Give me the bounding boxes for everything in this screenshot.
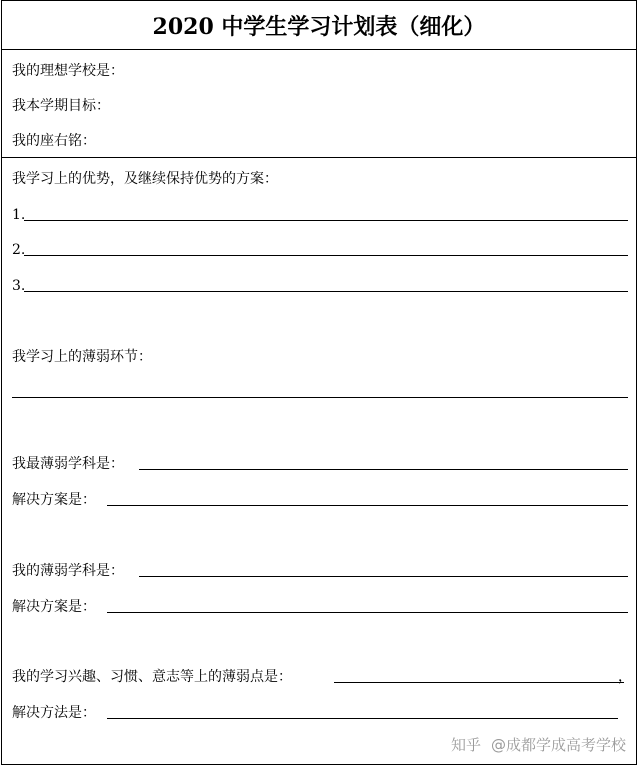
advantage-item-2-blank[interactable] <box>24 255 628 256</box>
weakest-subject-label: 我最薄弱学科是： <box>12 456 124 472</box>
motto-label: 我的座右铭： <box>12 133 96 149</box>
ideal-school-label: 我的理想学校是： <box>12 63 124 79</box>
advantage-item-2-number: 2. <box>12 242 26 258</box>
method-label: 解决方法是： <box>12 705 96 721</box>
watermark-author: @成都学成高考学校 <box>490 736 626 754</box>
weak-subject-blank[interactable] <box>139 576 628 577</box>
habits-weakness-label: 我的学习兴趣、习惯、意志等上的薄弱点是： <box>12 669 292 685</box>
advantage-item-1-number: 1. <box>12 207 26 223</box>
watermark-site: 知乎 <box>450 736 481 754</box>
advantage-item-1-blank[interactable] <box>24 220 628 221</box>
semester-goal-label: 我本学期目标： <box>12 98 110 114</box>
watermark <box>451 734 626 755</box>
advantage-item-3-number: 3. <box>12 278 26 294</box>
advantages-label: 我学习上的优势，及继续保持优势的方案： <box>12 171 278 187</box>
study-plan-form <box>1 0 637 765</box>
habits-trailing-comma: ， <box>618 669 632 685</box>
form-title: 2020 中学生学习计划表（细化） <box>2 1 636 50</box>
solution-blank-1[interactable] <box>107 505 628 506</box>
advantage-item-3-blank[interactable] <box>24 291 628 292</box>
solution-blank-2[interactable] <box>107 612 628 613</box>
solution-label-2: 解决方案是： <box>12 599 96 615</box>
section-divider <box>2 157 636 158</box>
weak-subject-label: 我的薄弱学科是： <box>12 563 124 579</box>
habits-weakness-blank[interactable] <box>334 682 624 683</box>
weakest-subject-blank[interactable] <box>139 469 628 470</box>
method-blank[interactable] <box>107 718 618 719</box>
weak-links-label: 我学习上的薄弱环节： <box>12 349 152 365</box>
weak-links-blank[interactable] <box>12 397 628 398</box>
solution-label-1: 解决方案是： <box>12 492 96 508</box>
